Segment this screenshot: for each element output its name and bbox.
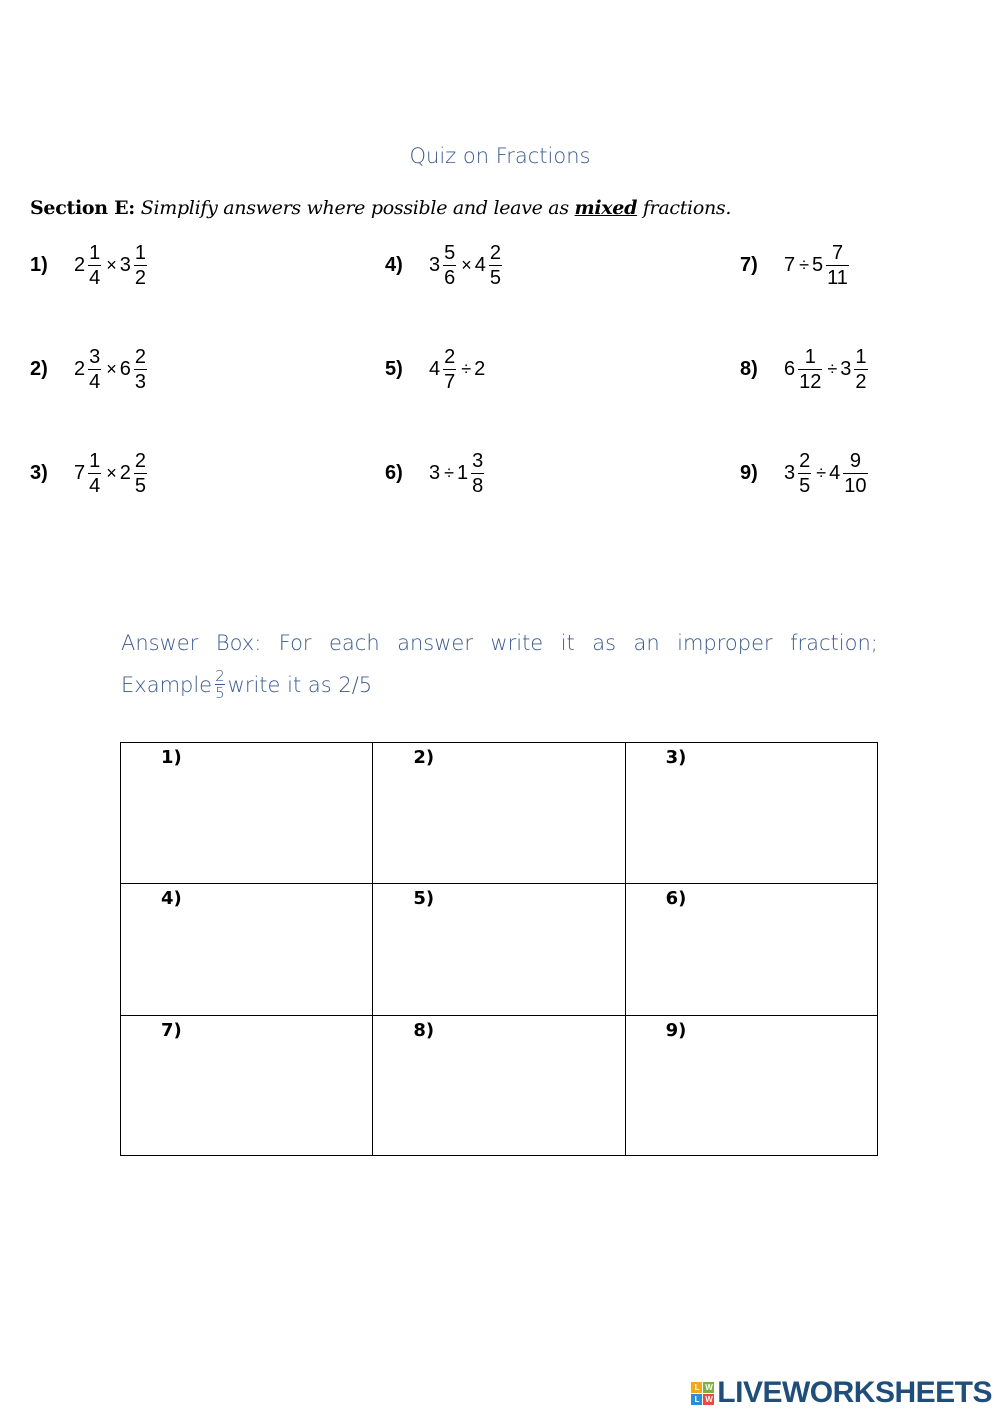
- fraction: [88, 243, 101, 288]
- operator: ×: [106, 463, 117, 483]
- section-emphasis: mixed: [574, 197, 638, 219]
- answer-instructions-line1: [121, 622, 878, 664]
- logo-mark-tile: W: [705, 1382, 713, 1392]
- problem-expression: [74, 347, 149, 392]
- denominator: 4: [89, 371, 101, 393]
- problem-7: [740, 243, 851, 288]
- instruction-word: each: [329, 631, 380, 655]
- fraction: [826, 243, 849, 288]
- problem-number: 4): [385, 254, 403, 276]
- operator: ×: [461, 255, 472, 275]
- fraction: [88, 347, 101, 392]
- numerator: 1: [134, 242, 147, 264]
- whole-number: 4: [429, 358, 441, 380]
- fraction: [798, 451, 811, 496]
- operator: ÷: [799, 255, 810, 275]
- numerator: 3: [472, 450, 484, 472]
- problem-expression: [429, 243, 504, 288]
- problem-expression: [784, 243, 851, 288]
- numerator: 1: [855, 346, 867, 368]
- instruction-word: For: [278, 631, 312, 655]
- problem-number: 9): [740, 462, 758, 484]
- denominator: 4: [89, 267, 101, 289]
- denominator: 11: [827, 267, 848, 289]
- logo-mark-tile: L: [691, 1394, 702, 1405]
- numerator: 2: [134, 346, 147, 368]
- example-numerator: 2: [215, 667, 225, 685]
- denominator: 8: [472, 475, 484, 497]
- numerator: 3: [89, 346, 101, 368]
- logo-text: LIVEWORKSHEETS: [717, 1376, 992, 1409]
- answer-cell-2[interactable]: [373, 743, 625, 884]
- denominator: 7: [444, 371, 456, 393]
- denominator: 4: [89, 475, 101, 497]
- numerator: 1: [804, 346, 816, 368]
- whole-number: 5: [812, 254, 824, 276]
- answer-cell-label: 3): [665, 747, 687, 768]
- section-text: Simplify answers where possible and leave as: [140, 197, 569, 219]
- problem-expression: [429, 347, 486, 392]
- problem-number: 6): [385, 462, 403, 484]
- operator: ×: [106, 359, 117, 379]
- denominator: 5: [799, 475, 811, 497]
- whole-number: 3: [840, 358, 852, 380]
- numerator: 1: [89, 450, 101, 472]
- answer-instructions-line2: [121, 664, 878, 706]
- whole-number: 3: [429, 462, 441, 484]
- numerator: 2: [444, 346, 456, 368]
- problem-number: 8): [740, 358, 758, 380]
- instruction-word: as: [592, 631, 617, 655]
- problem-expression: [784, 347, 870, 392]
- section-label: Section E:: [30, 197, 135, 219]
- answer-cell-1[interactable]: [121, 743, 373, 884]
- answer-cell-7[interactable]: [121, 1016, 373, 1156]
- fraction: [843, 451, 867, 496]
- whole-number: 3: [119, 254, 131, 276]
- instruction-word: answer: [397, 631, 473, 655]
- problem-3: [30, 451, 149, 496]
- whole-number: 4: [829, 462, 841, 484]
- operator: ÷: [816, 463, 827, 483]
- fraction: [471, 451, 484, 496]
- instruction-word: an: [633, 631, 660, 655]
- whole-number: 2: [474, 358, 486, 380]
- denominator: 5: [489, 267, 502, 289]
- instruction-word: Box:: [215, 631, 262, 655]
- answer-cell-label: 5): [413, 888, 435, 909]
- answer-cell-label: 7): [161, 1020, 182, 1041]
- whole-number: 7: [784, 254, 796, 276]
- answer-cell-8[interactable]: [373, 1016, 625, 1156]
- section-instructions: [30, 197, 731, 219]
- answer-cell-9[interactable]: [625, 1016, 877, 1156]
- operator: ÷: [827, 359, 838, 379]
- instruction-word: write: [490, 631, 544, 655]
- problem-expression: [784, 451, 870, 496]
- whole-number: 2: [119, 462, 131, 484]
- numerator: 1: [89, 242, 101, 264]
- instruction-word: improper: [677, 631, 773, 655]
- answer-table: [120, 742, 878, 1156]
- whole-number: 7: [74, 462, 86, 484]
- section-text-after: fractions.: [642, 197, 732, 219]
- answer-cell-4[interactable]: [121, 884, 373, 1016]
- problem-1: [30, 243, 149, 288]
- logo-mark-tile: W: [705, 1394, 713, 1404]
- logo-mark-tile: L: [691, 1382, 702, 1393]
- denominator: 5: [134, 475, 147, 497]
- answer-cell-label: 4): [161, 888, 182, 909]
- answer-cell-label: 6): [665, 888, 687, 909]
- fraction: [798, 347, 822, 392]
- logo-mark-icon: [691, 1382, 714, 1405]
- example-rest: write it as 2/5: [227, 673, 373, 697]
- answer-cell-label: 9): [665, 1020, 687, 1041]
- whole-number: 2: [74, 358, 86, 380]
- denominator: 3: [134, 371, 147, 393]
- instruction-word: Answer: [121, 631, 199, 655]
- problem-number: 3): [30, 462, 48, 484]
- problem-number: 2): [30, 358, 48, 380]
- fraction: [134, 347, 147, 392]
- numerator: 2: [489, 242, 502, 264]
- problem-number: 7): [740, 254, 758, 276]
- fraction: [134, 243, 147, 288]
- denominator: 2: [134, 267, 147, 289]
- denominator: 12: [799, 371, 822, 393]
- example-fraction: [215, 669, 225, 701]
- answer-cell-3[interactable]: [625, 743, 877, 884]
- answer-cell-6[interactable]: [625, 884, 877, 1016]
- problem-9: [740, 451, 870, 496]
- answer-box-instructions: [121, 622, 878, 706]
- fraction: [443, 347, 456, 392]
- whole-number: 1: [457, 462, 469, 484]
- operator: ×: [106, 255, 117, 275]
- problem-expression: [74, 243, 149, 288]
- example-denominator: 5: [215, 684, 225, 702]
- denominator: 2: [855, 371, 867, 393]
- problem-4: [385, 243, 504, 288]
- problem-number: 5): [385, 358, 403, 380]
- example-label: Example: [121, 673, 213, 697]
- instruction-word: fraction;: [790, 631, 878, 655]
- fraction: [88, 451, 101, 496]
- whole-number: 4: [474, 254, 486, 276]
- answer-cell-label: 1): [161, 747, 182, 768]
- whole-number: 6: [119, 358, 131, 380]
- problem-5: [385, 347, 486, 392]
- numerator: 7: [831, 242, 844, 264]
- denominator: 6: [444, 267, 456, 289]
- numerator: 2: [134, 450, 147, 472]
- problem-2: [30, 347, 149, 392]
- fraction: [854, 347, 867, 392]
- problem-expression: [429, 451, 486, 496]
- problem-number: 1): [30, 254, 48, 276]
- numerator: 5: [444, 242, 456, 264]
- answer-cell-label: 8): [413, 1020, 435, 1041]
- problem-8: [740, 347, 870, 392]
- denominator: 10: [844, 475, 867, 497]
- operator: ÷: [444, 463, 455, 483]
- answer-cell-5[interactable]: [373, 884, 625, 1016]
- whole-number: 3: [429, 254, 441, 276]
- numerator: 9: [849, 450, 861, 472]
- whole-number: 2: [74, 254, 86, 276]
- fraction: [489, 243, 502, 288]
- liveworksheets-logo[interactable]: [691, 1376, 992, 1410]
- whole-number: 3: [784, 462, 796, 484]
- problem-6: [385, 451, 486, 496]
- fraction: [443, 243, 456, 288]
- numerator: 2: [799, 450, 811, 472]
- whole-number: 6: [784, 358, 796, 380]
- page-title: Quiz on Fractions: [409, 144, 591, 168]
- problem-expression: [74, 451, 149, 496]
- operator: ÷: [461, 359, 472, 379]
- answer-cell-label: 2): [413, 747, 435, 768]
- fraction: [134, 451, 147, 496]
- instruction-word: it: [560, 631, 575, 655]
